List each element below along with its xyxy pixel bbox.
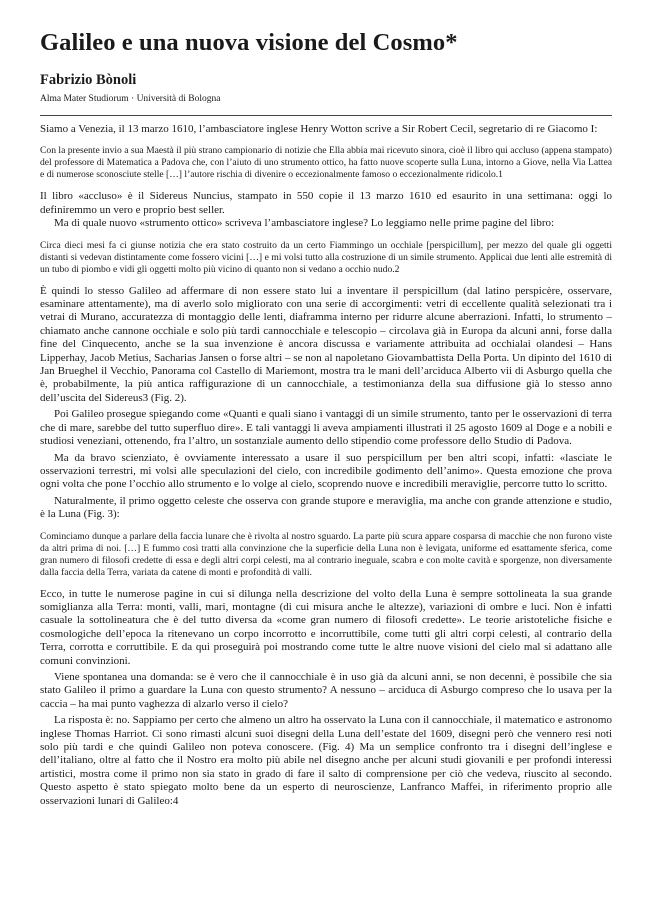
paragraph: Siamo a Venezia, il 13 marzo 1610, l’ambasciatore inglese Henry Wotton scrive a Sir Robert Cecil, segretario di re Giacomo I: — [40, 123, 598, 135]
block-quote: Circa dieci mesi fa ci giunse notizia che era stato costruito da un certo Fiammingo un occhiale [perspicillum], per mezzo del quale gli oggetti distanti si vedevan distintamente come fossero vicini […] e mi volsi tutto alla costruzione di un simile strumento. Applicai due lenti alle estremità di un tubo di piombo e vidi gli oggetti molto più vicino di quanto non si vedano a occhio nudo.2 — [40, 239, 612, 275]
paragraph: Ma da bravo scienziato, è ovviamente interessato a usare il suo perspicillum per ben altri scopi, infatti: «lasciate le osservazioni terrestri, mi volsi alle speculazioni del cielo, con incredibile godimento dell’animo». Questa emozione che prova ogni volta che pone l’occhio allo strumento e lo volge al cielo, scoprendo nuove e incredibili meraviglie, percorre tutto lo scritto. — [40, 451, 612, 491]
header-divider — [40, 115, 612, 116]
author-affiliation: Alma Mater Studiorum · Università di Bologna — [40, 94, 221, 104]
paragraph: È quindi lo stesso Galileo ad affermare di non essere stato lui a inventare il perspicillum (dal latino perspicère, osservare, esaminare attentamente), ma di averlo solo migliorato con una serie di accorgimenti: vetri di eccellente qualità selezionati tra i vetrai di Murano, accuratezza di montaggio delle lenti, diaframma interno per ridurre alcune aberrazioni. Infatti, lo strumento – chiamato anche cannone occhiale e solo più tardi cannocchiale e telescopio – circolava già in Europa da alcuni anni, forse dalla fine del Cinquecento, anche se la sua invenzione è ancora discussa e variamente attribuita ad occhialai olandesi – Hans Lipperhay, Jacob Metius, Sacharias Jansen o forse altri – se non al napoletano Giovambattista Della Porta. Un dipinto del 1610 di Jan Brueghel il Vecchio, Panorama col Castello di Mariemont, mostra tra le mani dell’arciduca Alberto vii di Asburgo quella che è, probabilmente, la più antica raffigurazione di un cannocchiale, a testimonianza della sua diffusione già lo stesso anno dell’uscita del Sidereus3 (Fig. 2). — [40, 284, 612, 404]
paragraph: Poi Galileo prosegue spiegando come «Quanti e quali siano i vantaggi di un simile strumento, tanto per le osservazioni di terra che di mare, sarebbe del tutto superfluo dire». E tali vantaggi li aveva ampiamenti illustrati il 25 agosto 1609 al Doge e a nobili e studiosi veneziani, ottenendo, fra l’altro, un sostanziale aumento dello stipendio come professore dello Studio di Padova. — [40, 408, 612, 448]
paragraph: La risposta è: no. Sappiamo per certo che almeno un altro ha osservato la Luna con il cannocchiale, il matematico e astronomo inglese Thomas Harriot. Ci sono rimasti alcuni suoi disegni della Luna dell’estate del 1609, disegni però che vennero resi noti solo più tardi e che quindi Galileo non poteva conoscere. (Fig. 4) Ma un semplice confronto tra i disegni dell’inglese e dell’italiano, oltre al fatto che il Nostro era molto più abile nel disegno anche per alcuni studi giovanili e per profondi interessi artistici, mostra come il primo non sia stato in grado di fare il salto di comprensione per ciò che vedeva, riuscito al secondo. Questo aspetto è stato spiegato molto bene da un esperto di neuroscienze, Lanfranco Maffei, in riferimento proprio alle osservazioni lunari di Galileo:4 — [40, 714, 612, 807]
paragraph: Viene spontanea una domanda: se è vero che il cannocchiale è in uso già da alcuni anni, se non decenni, è possibile che sia stato Galileo il primo a guardare la Luna con questo strumento? A nessuno – arciduca di Asburgo compreso che lo usava per la caccia – ha mai punto vaghezza di alzarlo verso il cielo? — [40, 670, 612, 710]
article-title: Galileo e una nuova visione del Cosmo* — [40, 29, 458, 56]
paragraph: Il libro «accluso» è il Sidereus Nuncius, stampato in 550 copie il 13 marzo 1610 ed esaurito in una settimana: oggi lo definiremmo un vero e proprio best seller. — [40, 190, 612, 216]
block-quote: Con la presente invio a sua Maestà il più strano campionario di notizie che Ella abbia mai ricevuto sinora, cioè il libro qui accluso (appena stampato) del professore di Matematica a Padova che, con l’aiuto di uno strumento ottico, ha fatto nuove scoperte sulla Luna, intorno a Giove, nella Via Lattea e di numerose sconosciute stelle […] l’autore rischia di divenire o eccezionalmente famoso o eccezionalmente ridicolo.1 — [40, 145, 612, 181]
paragraph: Ecco, in tutte le numerose pagine in cui si dilunga nella descrizione del volto della Luna è sempre sottolineata la sua grande somiglianza alla Terra: monti, valli, mari, montagne (di cui misura anche le altezze), variazioni di ombre e luci. Non è infatti casuale la sottolineatura che è del tutto diversa da «come gran numero di filosofi credette». Le teorie aristoteliche fisiche e cosmologiche dell’epoca la ritenevano un corpo incorrotto e incorruttibile, come tutti gli altri corpi celesti, al contrario della Terra, corrotta e corruttibile. E da qui proseguirà poi mostrando come tutte le altre nuove visioni del cielo mal si adattano alle comuni convinzioni. — [40, 587, 612, 667]
paragraph: Naturalmente, il primo oggetto celeste che osserva con grande stupore e meraviglia, ma anche con grande attenzione e studio, è la Luna (Fig. 3): — [40, 494, 612, 521]
block-quote: Cominciamo dunque a parlare della faccia lunare che è rivolta al nostro sguardo. La parte più scura appare cosparsa di macchie che non furono viste da altri prima di noi. […] E fummo così tratti alla convinzione che la superficie della Luna non è levigata, uniforme ed esattamente sferica, come gran numero di filosofi credette di essa e degli altri corpi celesti, ma al contrario ineguale, scabra e con molte cavità e sporgenze, non diversamente dalla faccia della Terra, variata da catene di monti e profondità di valli. — [40, 530, 612, 578]
paragraph: Ma di quale nuovo «strumento ottico» scriveva l’ambasciatore inglese? Lo leggiamo nelle prime pagine del libro: — [54, 217, 555, 230]
author-name: Fabrizio Bònoli — [40, 72, 137, 88]
article — [40, 28, 612, 808]
